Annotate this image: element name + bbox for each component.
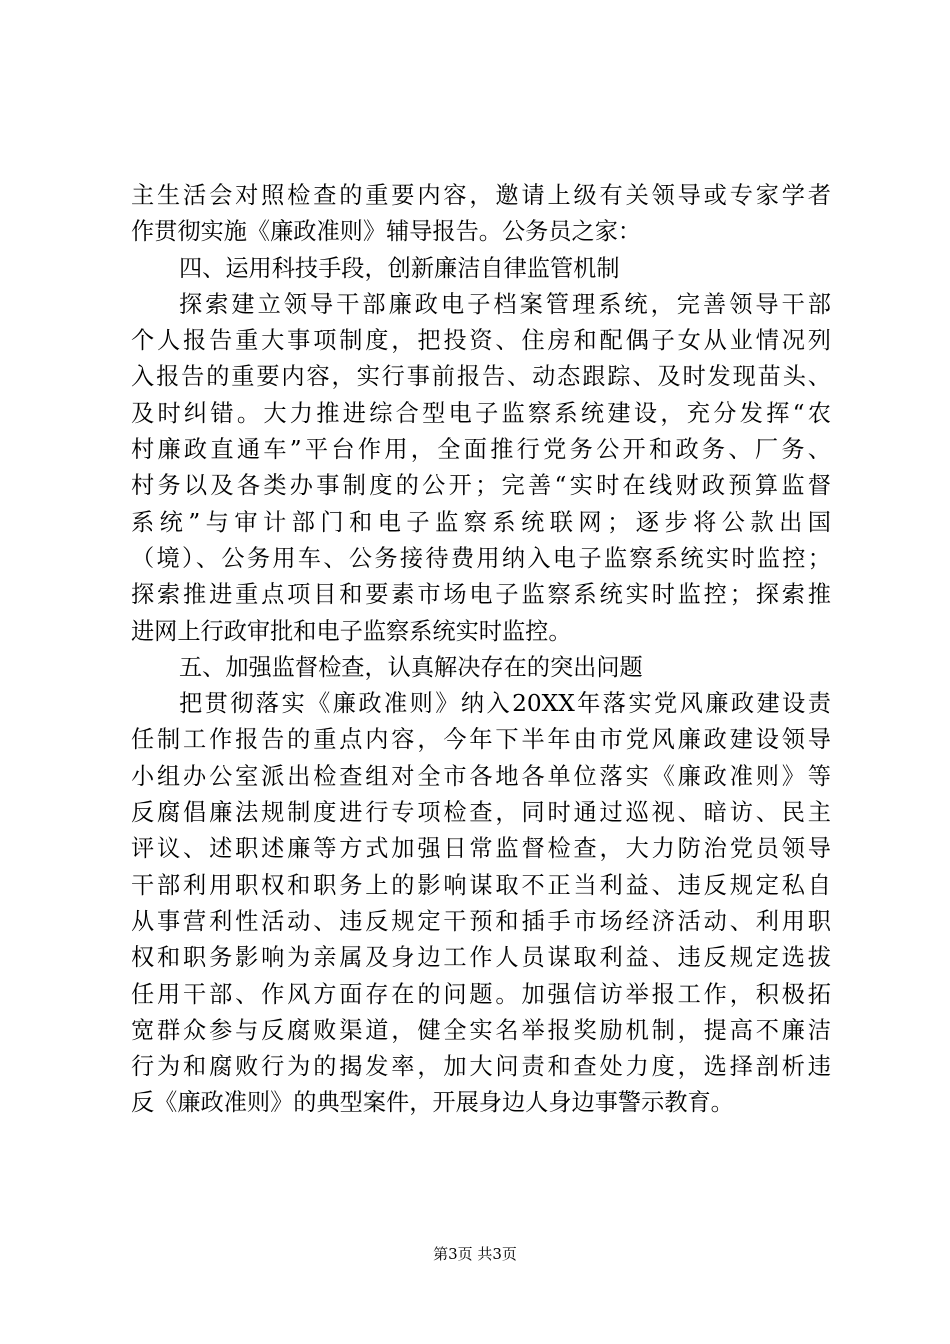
paragraph-line: 探索推进重点项目和要素市场电子监察系统实时监控；探索推 [131, 581, 831, 609]
paragraph-line: 个人报告重大事项制度，把投资、住房和配偶子女从业情况列 [131, 327, 831, 355]
paragraph-line: 反腐倡廉法规制度进行专项检查，同时通过巡视、暗访、民主 [131, 799, 831, 827]
paragraph-line: 入报告的重要内容，实行事前报告、动态跟踪、及时发现苗头、 [131, 363, 831, 391]
paragraph-line: 反《廉政准则》的典型案件，开展身边人身边事警示教育。 [131, 1089, 734, 1117]
paragraph-line: 及时纠错。大力推进综合型电子监察系统建设，充分发挥“农 [131, 399, 831, 427]
paragraph-line: 探索建立领导干部廉政电子档案管理系统，完善领导干部 [179, 290, 831, 318]
paragraph-line: 主生活会对照检查的重要内容，邀请上级有关领导或专家学者 [131, 182, 831, 209]
paragraph-line: 小组办公室派出检查组对全市各地各单位落实《廉政准则》等 [131, 762, 831, 790]
paragraph-line: 行为和腐败行为的揭发率，加大问责和查处力度，选择剖析违 [131, 1053, 831, 1081]
document-body [131, 178, 831, 1122]
paragraph-line: 进网上行政审批和电子监察系统实时监控。 [131, 617, 572, 645]
paragraph-line: 权和职务影响为亲属及身边工作人员谋取利益、违反规定选拔 [131, 944, 831, 972]
paragraph-line: 把贯彻落实《廉政准则》纳入20XX年落实党风廉政建设责 [179, 690, 831, 718]
paragraph-line: 评议、述职述廉等方式加强日常监督检查，大力防治党员领导 [131, 835, 831, 863]
paragraph-line: 任用干部、作风方面存在的问题。加强信访举报工作，积极拓 [131, 980, 831, 1008]
section-heading: 五、加强监督检查，认真解决存在的突出问题 [179, 653, 643, 681]
paragraph-line: （境）、公务用车、公务接待费用纳入电子监察系统实时监控； [131, 544, 831, 572]
paragraph-line: 干部利用职权和职务上的影响谋取不正当利益、违反规定私自 [131, 871, 831, 899]
paragraph-line: 宽群众参与反腐败渠道，健全实名举报奖励机制，提高不廉洁 [131, 1016, 831, 1044]
section-heading: 四、运用科技手段，创新廉洁自律监管机制 [179, 254, 620, 282]
paragraph-line: 从事营利性活动、违反规定干预和插手市场经济活动、利用职 [131, 907, 831, 935]
page-footer: 第3页 共3页 [433, 1245, 517, 1263]
paragraph-line: 作贯彻实施《廉政准则》辅导报告。公务员之家： [131, 218, 642, 246]
paragraph-line: 系统”与审计部门和电子监察系统联网；逐步将公款出国 [131, 508, 831, 536]
paragraph-line: 村廉政直通车”平台作用，全面推行党务公开和政务、厂务、 [131, 436, 831, 464]
paragraph-line: 村务以及各类办事制度的公开；完善“实时在线财政预算监督 [131, 472, 831, 500]
paragraph-line: 任制工作报告的重点内容，今年下半年由市党风廉政建设领导 [131, 726, 831, 754]
